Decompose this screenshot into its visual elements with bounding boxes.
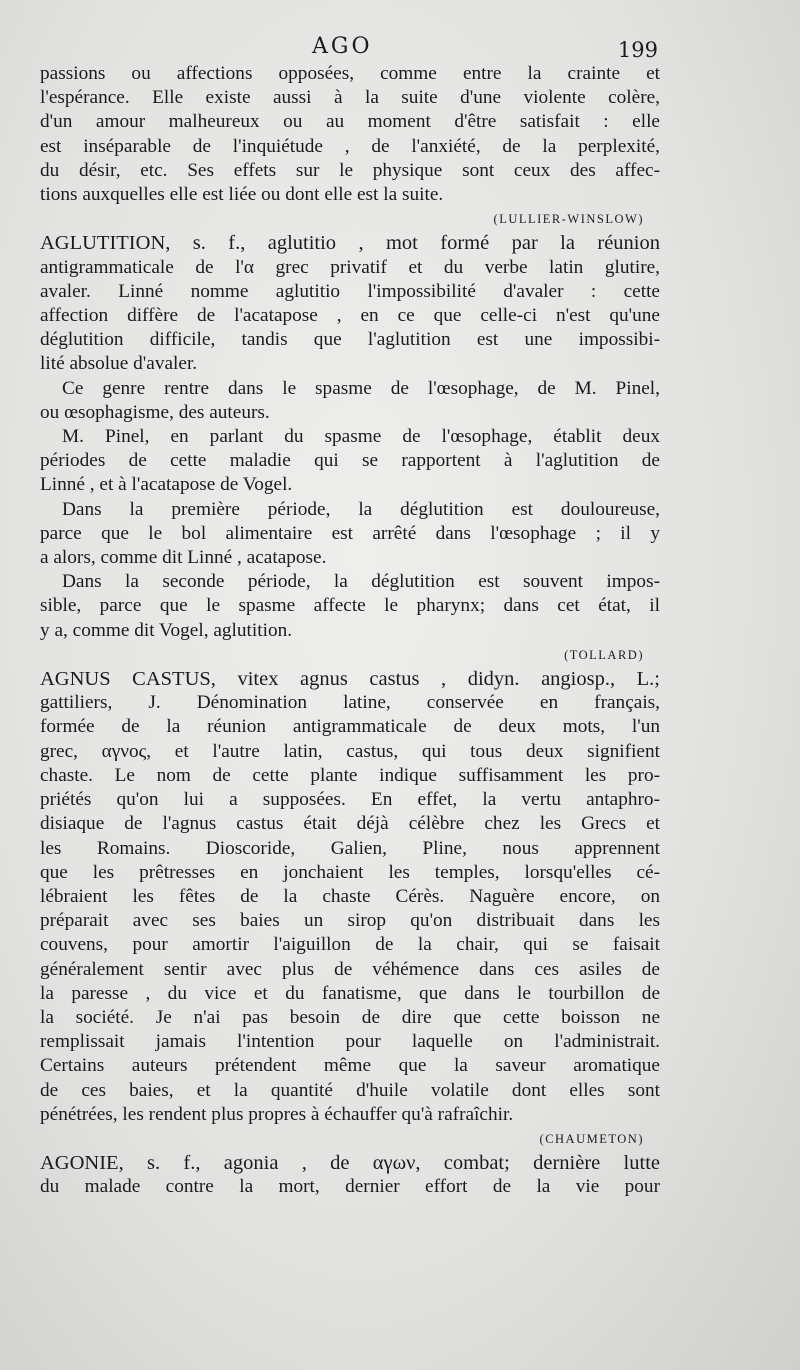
text-line: avaler. Linné nomme aglutitio l'impossibilité d'avaler : cette (40, 280, 660, 302)
text-line: déglutition difficile, tandis que l'aglutition est une impossibi- (40, 329, 660, 351)
text-line: affection diffère de l'acatapose , en ce que celle-ci n'est qu'une (40, 305, 660, 327)
text-line: de ces baies, et la quantité d'huile volatile dont elles sont (40, 1079, 660, 1101)
text-line: grec, αγνος, et l'autre latin, castus, qui tous deux signifient (40, 740, 660, 762)
text-line: remplissait jamais l'intention pour laquelle on l'administrait. (40, 1031, 660, 1053)
text-line: les Romains. Dioscoride, Galien, Pline, nous apprennent (40, 837, 660, 859)
text-line: la paresse , du vice et du fanatisme, que dans le tourbillon de (40, 982, 660, 1004)
text-line: priétés qu'on lui a supposées. En effet, la vertu antaphro- (40, 789, 660, 811)
text-line: passions ou affections opposées, comme entre la crainte et (40, 63, 660, 84)
text-line: y a, comme dit Vogel, aglutition. (40, 619, 293, 641)
entry-headline: AGONIE, s. f., agonia , de αγων, combat; dernière lutte (40, 1152, 660, 1175)
text-line: tions auxquelles elle est liée ou dont elle est la suite. (40, 184, 444, 206)
entry-headline: AGLUTITION, s. f., aglutitio , mot formé par la réunion (40, 232, 660, 255)
author-signature: (LULLIER-WINSLOW) (493, 212, 644, 227)
entry-agnus-castus (40, 667, 660, 1151)
text-line: Certains auteurs prétendent même que la saveur aromatique (40, 1055, 660, 1077)
entry-aglutition (40, 231, 660, 667)
text-line: du malade contre la mort, dernier effort de la vie pour (40, 1176, 660, 1198)
text-line: généralement sentir avec plus de véhémence dans ces asiles de (40, 958, 660, 980)
text-line: antigrammaticale de l'α grec privatif et du verbe latin glutire, (40, 256, 660, 278)
page-number: 199 (617, 38, 658, 62)
text-line: que les prêtresses en jonchaient les temples, lorsqu'elles cé- (40, 861, 660, 883)
continuation-paragraph (40, 62, 660, 231)
text-line: couvens, pour amortir l'aiguillon de la chair, qui se faisait (40, 934, 660, 956)
text-line: pénétrées, les rendent plus propres à échauffer qu'à rafraîchir. (40, 1103, 514, 1125)
text-line: formée de la réunion antigrammaticale de deux mots, l'un (40, 716, 660, 738)
text-line: Dans la première période, la déglutition est douloureuse, (62, 498, 660, 520)
entry-agonie (40, 1151, 660, 1199)
text-line: disiaque de l'agnus castus était déjà célèbre chez les Grecs et (40, 813, 660, 835)
running-head: AGO (312, 34, 373, 59)
text-line: M. Pinel, en parlant du spasme de l'œsophage, établit deux (62, 426, 660, 448)
text-line: du désir, etc. Ses effets sur le physique sont ceux des affec- (40, 159, 660, 181)
text-line: lité absolue d'avaler. (40, 353, 198, 375)
text-line: Linné , et à l'acatapose de Vogel. (40, 474, 293, 496)
author-signature: (CHAUMETON) (539, 1131, 644, 1146)
text-line: l'espérance. Elle existe aussi à la suite d'une violente colère, (40, 87, 660, 109)
text-line: Ce genre rentre dans le spasme de l'œsophage, de M. Pinel, (62, 377, 660, 399)
text-line: a alors, comme dit Linné , acatapose. (40, 547, 327, 569)
author-signature: (TOLLARD) (564, 647, 644, 662)
text-line: périodes de cette maladie qui se rapportent à l'aglutition de (40, 450, 660, 472)
text-line: ou œsophagisme, des auteurs. (40, 401, 270, 423)
text-line: sible, parce que le spasme affecte le pharynx; dans cet état, il (40, 595, 660, 617)
text-line: Dans la seconde période, la déglutition est souvent impos- (62, 571, 660, 593)
text-line: d'un amour malheureux ou au moment d'être satisfait : elle (40, 111, 660, 133)
text-line: la société. Je n'ai pas besoin de dire que cette boisson ne (40, 1006, 660, 1028)
text-line: préparait avec ses baies un sirop qu'on distribuait dans les (40, 910, 660, 932)
entry-headline: AGNUS CASTUS, vitex agnus castus , didyn. angiosp., L.; (40, 668, 660, 691)
text-line: est inséparable de l'inquiétude , de l'anxiété, de la perplexité, (40, 135, 660, 157)
text-line: gattiliers, J. Dénomination latine, conservée en français, (40, 692, 660, 714)
text-line: parce que le bol alimentaire est arrêté dans l'œsophage ; il y (40, 522, 660, 544)
text-line: chaste. Le nom de cette plante indique suffisamment les pro- (40, 764, 660, 786)
text-line: lébraient les fêtes de la chaste Cérès. Naguère encore, on (40, 885, 660, 907)
page-body (40, 62, 660, 1200)
